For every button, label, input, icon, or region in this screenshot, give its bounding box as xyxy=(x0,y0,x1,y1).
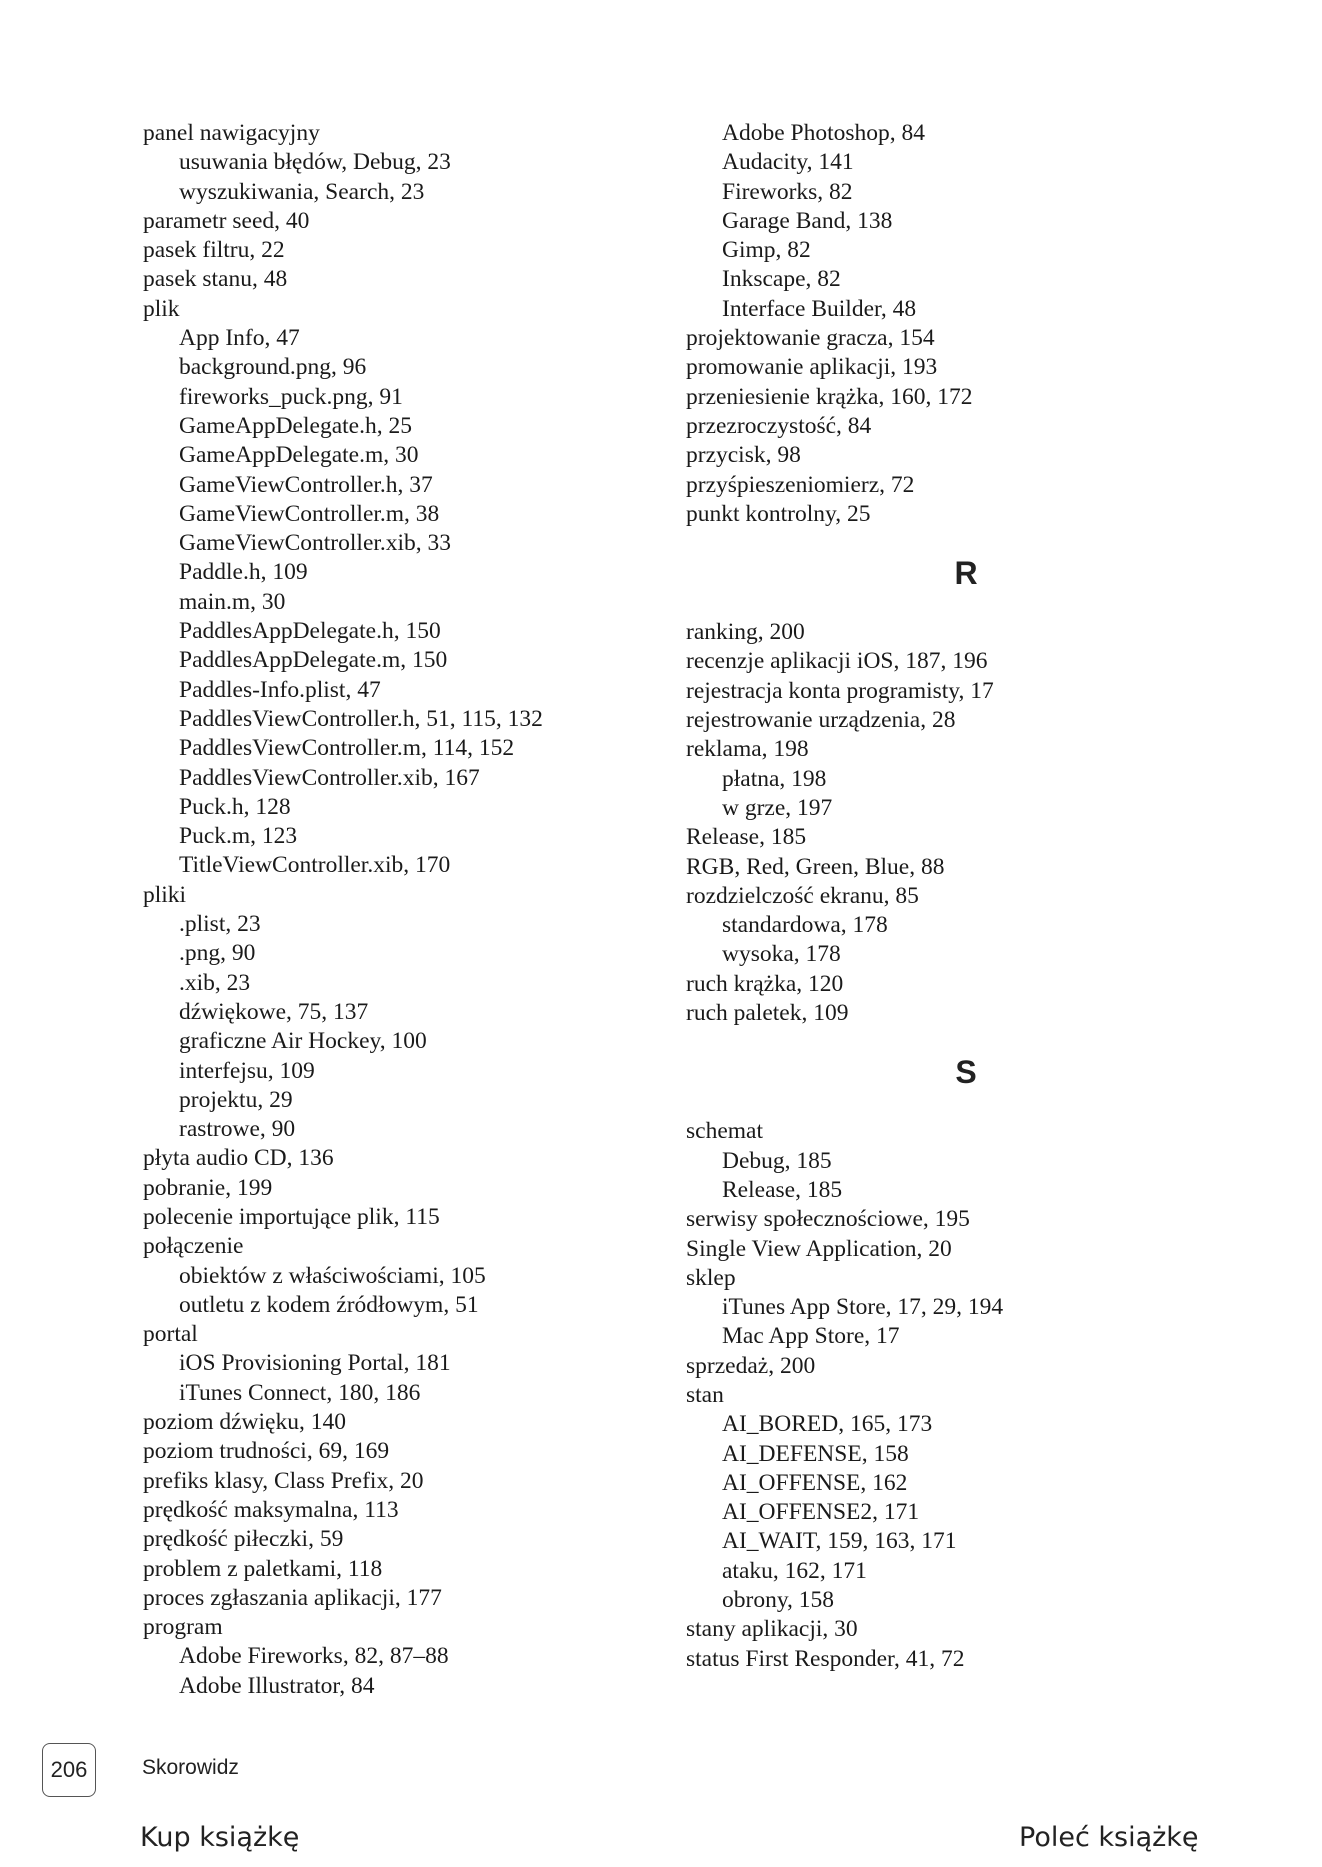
index-entry: Release, 185 xyxy=(686,824,807,851)
index-subentry: outletu z kodem źródłowym, 51 xyxy=(179,1291,479,1318)
index-subentry: iOS Provisioning Portal, 181 xyxy=(179,1350,451,1377)
index-subentry: ataku, 162, 171 xyxy=(722,1557,867,1584)
index-subentry: Audacity, 141 xyxy=(722,149,854,176)
index-letter-heading: S xyxy=(955,1054,977,1091)
index-entry: plik xyxy=(143,295,180,322)
index-entry: przezroczystość, 84 xyxy=(686,412,872,439)
index-entry: przeniesienie krążka, 160, 172 xyxy=(686,383,973,410)
index-entry: panel nawigacyjny xyxy=(143,120,320,146)
buy-book-link[interactable]: Kup książkę xyxy=(140,1822,300,1853)
index-entry: parametr seed, 40 xyxy=(143,207,310,234)
index-subentry: iTunes Connect, 180, 186 xyxy=(179,1379,421,1406)
index-subentry: wysoka, 178 xyxy=(722,941,841,968)
index-entry: sklep xyxy=(686,1264,736,1291)
index-subentry: PaddlesAppDelegate.m, 150 xyxy=(179,647,448,674)
index-subentry: .png, 90 xyxy=(179,940,256,967)
index-subentry: Adobe Photoshop, 84 xyxy=(722,120,926,146)
index-subentry: dźwiękowe, 75, 137 xyxy=(179,998,369,1025)
index-entry: schemat xyxy=(686,1118,763,1145)
index-entry: prefiks klasy, Class Prefix, 20 xyxy=(143,1467,424,1494)
index-entry: przyśpieszeniomierz, 72 xyxy=(686,471,915,498)
index-entry: recenzje aplikacji iOS, 187, 196 xyxy=(686,648,988,675)
index-entry: problem z paletkami, 118 xyxy=(143,1555,383,1582)
index-entry: portal xyxy=(143,1321,198,1348)
index-column-left xyxy=(143,119,703,1701)
index-subentry: obiektów z właściwościami, 105 xyxy=(179,1262,486,1289)
index-subentry: Gimp, 82 xyxy=(722,237,811,264)
index-entry: pliki xyxy=(143,881,187,908)
index-subentry: Adobe Illustrator, 84 xyxy=(179,1672,375,1699)
index-entry: program xyxy=(143,1614,223,1641)
index-subentry: PaddlesViewController.m, 114, 152 xyxy=(179,735,515,762)
index-entry: ruch krążka, 120 xyxy=(686,970,844,997)
section-label: Skorowidz xyxy=(142,1756,239,1779)
index-entry: przycisk, 98 xyxy=(686,442,801,469)
index-entry: rejestracja konta programisty, 17 xyxy=(686,677,994,704)
index-entry: pasek filtru, 22 xyxy=(143,237,285,264)
index-entry: Single View Application, 20 xyxy=(686,1235,952,1262)
index-subentry: Paddle.h, 109 xyxy=(179,559,308,586)
index-subentry: .plist, 23 xyxy=(179,911,261,938)
index-subentry: AI_WAIT, 159, 163, 171 xyxy=(722,1528,957,1555)
index-subentry: GameViewController.h, 37 xyxy=(179,471,433,498)
index-entry: polecenie importujące plik, 115 xyxy=(143,1203,440,1230)
index-letter-heading: R xyxy=(954,555,978,592)
index-subentry: Paddles-Info.plist, 47 xyxy=(179,676,381,703)
index-entry: ranking, 200 xyxy=(686,619,805,646)
index-subentry: fireworks_puck.png, 91 xyxy=(179,383,403,410)
index-entry: rejestrowanie urządzenia, 28 xyxy=(686,707,956,734)
index-subentry: wyszukiwania, Search, 23 xyxy=(179,178,425,205)
page-number: 206 xyxy=(42,1743,96,1797)
index-entry: pobranie, 199 xyxy=(143,1174,273,1201)
index-subentry: AI_OFFENSE2, 171 xyxy=(722,1499,920,1526)
index-subentry: PaddlesViewController.h, 51, 115, 132 xyxy=(179,705,543,732)
index-subentry: iTunes App Store, 17, 29, 194 xyxy=(722,1294,1004,1321)
index-subentry: PaddlesAppDelegate.h, 150 xyxy=(179,618,441,645)
index-subentry: Fireworks, 82 xyxy=(722,178,853,205)
index-entry: prędkość maksymalna, 113 xyxy=(143,1496,399,1523)
index-subentry: graficzne Air Hockey, 100 xyxy=(179,1028,427,1055)
index-entry: reklama, 198 xyxy=(686,736,809,763)
index-subentry: standardowa, 178 xyxy=(722,912,888,939)
index-entry: poziom dźwięku, 140 xyxy=(143,1409,346,1436)
index-subentry: Debug, 185 xyxy=(722,1147,832,1174)
index-subentry: main.m, 30 xyxy=(179,588,286,615)
index-subentry: w grze, 197 xyxy=(722,794,833,821)
recommend-book-link[interactable]: Poleć książkę xyxy=(1019,1822,1199,1853)
index-entry: punkt kontrolny, 25 xyxy=(686,500,871,527)
index-subentry: Puck.m, 123 xyxy=(179,823,298,850)
index-subentry: GameAppDelegate.h, 25 xyxy=(179,412,412,439)
index-entry: stany aplikacji, 30 xyxy=(686,1616,858,1643)
index-entry: rozdzielczość ekranu, 85 xyxy=(686,882,919,909)
index-subentry: TitleViewController.xib, 170 xyxy=(179,852,451,879)
index-subentry: obrony, 158 xyxy=(722,1587,835,1614)
index-subentry: usuwania błędów, Debug, 23 xyxy=(179,149,451,176)
index-subentry: płatna, 198 xyxy=(722,765,827,792)
index-subentry: Puck.h, 128 xyxy=(179,793,291,820)
index-entry: serwisy społecznościowe, 195 xyxy=(686,1206,970,1233)
index-column-right xyxy=(686,119,1246,1674)
index-subentry: Interface Builder, 48 xyxy=(722,295,917,322)
index-subentry: interfejsu, 109 xyxy=(179,1057,315,1084)
index-subentry: AI_BORED, 165, 173 xyxy=(722,1411,933,1438)
index-entry: sprzedaż, 200 xyxy=(686,1352,816,1379)
index-entry: poziom trudności, 69, 169 xyxy=(143,1438,390,1465)
index-subentry: rastrowe, 90 xyxy=(179,1116,296,1143)
index-subentry: AI_DEFENSE, 158 xyxy=(722,1440,909,1467)
index-subentry: Mac App Store, 17 xyxy=(722,1323,900,1350)
index-subentry: Adobe Fireworks, 82, 87–88 xyxy=(179,1643,449,1670)
index-entry: płyta audio CD, 136 xyxy=(143,1145,334,1172)
index-subentry: GameViewController.m, 38 xyxy=(179,500,440,527)
index-entry: prędkość piłeczki, 59 xyxy=(143,1526,344,1553)
index-entry: proces zgłaszania aplikacji, 177 xyxy=(143,1584,442,1611)
index-entry: ruch paletek, 109 xyxy=(686,1000,849,1027)
index-subentry: Inkscape, 82 xyxy=(722,266,841,293)
index-subentry: GameAppDelegate.m, 30 xyxy=(179,442,419,469)
index-entry: połączenie xyxy=(143,1233,244,1260)
index-subentry: background.png, 96 xyxy=(179,354,367,381)
index-entry: pasek stanu, 48 xyxy=(143,266,288,293)
index-subentry: PaddlesViewController.xib, 167 xyxy=(179,764,480,791)
index-subentry: .xib, 23 xyxy=(179,969,251,996)
index-entry: stan xyxy=(686,1381,724,1408)
index-subentry: projektu, 29 xyxy=(179,1086,293,1113)
index-subentry: GameViewController.xib, 33 xyxy=(179,530,452,557)
index-subentry: App Info, 47 xyxy=(179,325,300,352)
index-entry: projektowanie gracza, 154 xyxy=(686,325,935,352)
index-subentry: Garage Band, 138 xyxy=(722,207,893,234)
index-entry: promowanie aplikacji, 193 xyxy=(686,354,938,381)
index-entry: RGB, Red, Green, Blue, 88 xyxy=(686,853,945,880)
index-subentry: Release, 185 xyxy=(722,1176,843,1203)
index-subentry: AI_OFFENSE, 162 xyxy=(722,1469,908,1496)
index-entry: status First Responder, 41, 72 xyxy=(686,1645,965,1672)
